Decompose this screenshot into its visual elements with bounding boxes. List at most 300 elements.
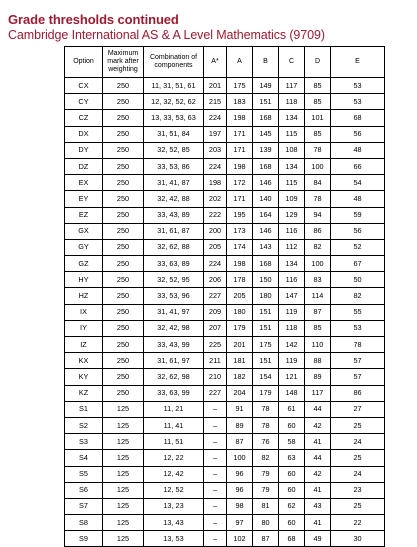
cell-option: CX — [65, 78, 103, 94]
cell-grade-e: 66 — [331, 158, 385, 174]
cell-maximum-mark: 250 — [103, 369, 144, 385]
cell-grade-b: 146 — [253, 223, 279, 239]
cell-combination: 33, 53, 96 — [144, 288, 204, 304]
table-row — [65, 320, 385, 336]
cell-option: EZ — [65, 207, 103, 223]
table-row — [65, 401, 385, 417]
cell-grade-a: 201 — [227, 337, 253, 353]
cell-grade-a-star: 205 — [204, 239, 227, 255]
cell-option: IZ — [65, 337, 103, 353]
cell-combination: 32, 52, 85 — [144, 142, 204, 158]
header-grade-c: C — [279, 47, 305, 78]
cell-grade-a-star: 224 — [204, 158, 227, 174]
cell-combination: 32, 62, 88 — [144, 239, 204, 255]
cell-grade-d: 89 — [305, 369, 331, 385]
cell-grade-c: 115 — [279, 175, 305, 191]
cell-grade-a: 97 — [227, 515, 253, 531]
cell-grade-a: 174 — [227, 239, 253, 255]
document-subtitle: Cambridge International AS & A Level Mathematics (9709) — [8, 28, 325, 42]
cell-grade-a-star: 224 — [204, 110, 227, 126]
table-body — [65, 78, 385, 547]
cell-grade-e: 53 — [331, 320, 385, 336]
cell-option: S6 — [65, 482, 103, 498]
cell-grade-d: 78 — [305, 191, 331, 207]
cell-grade-e: 86 — [331, 385, 385, 401]
cell-maximum-mark: 250 — [103, 239, 144, 255]
cell-grade-a: 102 — [227, 531, 253, 547]
cell-maximum-mark: 250 — [103, 385, 144, 401]
cell-maximum-mark: 250 — [103, 175, 144, 191]
cell-grade-e: 53 — [331, 94, 385, 110]
cell-grade-b: 149 — [253, 78, 279, 94]
cell-option: DZ — [65, 158, 103, 174]
cell-maximum-mark: 125 — [103, 482, 144, 498]
cell-combination: 13, 43 — [144, 515, 204, 531]
table-header-row — [65, 47, 385, 78]
table-row — [65, 417, 385, 433]
cell-option: S5 — [65, 466, 103, 482]
cell-grade-b: 145 — [253, 126, 279, 142]
cell-grade-d: 110 — [305, 337, 331, 353]
cell-grade-a-star: 222 — [204, 207, 227, 223]
cell-grade-a-star: – — [204, 515, 227, 531]
cell-grade-e: 56 — [331, 223, 385, 239]
table-row — [65, 126, 385, 142]
cell-grade-c: 60 — [279, 515, 305, 531]
cell-combination: 31, 51, 84 — [144, 126, 204, 142]
cell-grade-b: 82 — [253, 450, 279, 466]
cell-combination: 31, 61, 87 — [144, 223, 204, 239]
cell-grade-b: 151 — [253, 320, 279, 336]
table-row — [65, 482, 385, 498]
cell-grade-b: 87 — [253, 531, 279, 547]
cell-option: IX — [65, 304, 103, 320]
cell-grade-b: 146 — [253, 175, 279, 191]
cell-grade-a-star: – — [204, 482, 227, 498]
cell-grade-b: 78 — [253, 401, 279, 417]
table-row — [65, 223, 385, 239]
cell-option: HZ — [65, 288, 103, 304]
cell-grade-a-star: 227 — [204, 288, 227, 304]
cell-maximum-mark: 250 — [103, 110, 144, 126]
cell-option: GY — [65, 239, 103, 255]
cell-maximum-mark: 250 — [103, 142, 144, 158]
cell-combination: 31, 41, 97 — [144, 304, 204, 320]
cell-grade-d: 42 — [305, 466, 331, 482]
cell-grade-b: 151 — [253, 94, 279, 110]
cell-grade-a-star: 209 — [204, 304, 227, 320]
cell-combination: 11, 31, 51, 61 — [144, 78, 204, 94]
table-row — [65, 434, 385, 450]
cell-grade-a-star: – — [204, 450, 227, 466]
cell-grade-a: 91 — [227, 401, 253, 417]
cell-grade-d: 84 — [305, 175, 331, 191]
cell-grade-b: 179 — [253, 385, 279, 401]
cell-maximum-mark: 250 — [103, 223, 144, 239]
cell-grade-a-star: – — [204, 434, 227, 450]
cell-option: KZ — [65, 385, 103, 401]
cell-option: GX — [65, 223, 103, 239]
cell-grade-e: 57 — [331, 369, 385, 385]
table-row — [65, 353, 385, 369]
table-row — [65, 158, 385, 174]
header-combination: Combination of components — [144, 47, 204, 78]
cell-grade-d: 117 — [305, 385, 331, 401]
cell-grade-c: 112 — [279, 239, 305, 255]
cell-grade-e: 48 — [331, 142, 385, 158]
cell-grade-a: 96 — [227, 482, 253, 498]
cell-grade-e: 50 — [331, 272, 385, 288]
cell-grade-a: 98 — [227, 498, 253, 514]
cell-grade-a-star: – — [204, 401, 227, 417]
cell-grade-a-star: 224 — [204, 256, 227, 272]
cell-maximum-mark: 250 — [103, 94, 144, 110]
cell-combination: 12, 22 — [144, 450, 204, 466]
cell-option: DX — [65, 126, 103, 142]
cell-maximum-mark: 125 — [103, 531, 144, 547]
table-row — [65, 337, 385, 353]
cell-grade-e: 25 — [331, 417, 385, 433]
cell-combination: 13, 23 — [144, 498, 204, 514]
cell-grade-a: 171 — [227, 126, 253, 142]
cell-grade-d: 43 — [305, 498, 331, 514]
cell-grade-c: 108 — [279, 142, 305, 158]
cell-grade-e: 30 — [331, 531, 385, 547]
cell-maximum-mark: 125 — [103, 434, 144, 450]
cell-grade-a: 181 — [227, 353, 253, 369]
cell-grade-c: 58 — [279, 434, 305, 450]
cell-grade-a-star: 198 — [204, 175, 227, 191]
cell-combination: 33, 63, 89 — [144, 256, 204, 272]
cell-option: EX — [65, 175, 103, 191]
cell-grade-d: 114 — [305, 288, 331, 304]
cell-option: IY — [65, 320, 103, 336]
table-row — [65, 110, 385, 126]
cell-grade-d: 82 — [305, 239, 331, 255]
table-row — [65, 288, 385, 304]
cell-grade-b: 79 — [253, 482, 279, 498]
cell-grade-a-star: 206 — [204, 272, 227, 288]
cell-option: GZ — [65, 256, 103, 272]
cell-combination: 12, 42 — [144, 466, 204, 482]
cell-grade-c: 134 — [279, 256, 305, 272]
cell-maximum-mark: 250 — [103, 288, 144, 304]
cell-maximum-mark: 250 — [103, 126, 144, 142]
cell-grade-b: 151 — [253, 304, 279, 320]
cell-grade-b: 150 — [253, 272, 279, 288]
cell-grade-d: 101 — [305, 110, 331, 126]
cell-grade-b: 175 — [253, 337, 279, 353]
cell-combination: 12, 32, 52, 62 — [144, 94, 204, 110]
cell-maximum-mark: 250 — [103, 207, 144, 223]
cell-grade-c: 117 — [279, 78, 305, 94]
cell-grade-d: 85 — [305, 94, 331, 110]
cell-grade-d: 85 — [305, 78, 331, 94]
cell-combination: 13, 33, 53, 63 — [144, 110, 204, 126]
cell-grade-a: 179 — [227, 320, 253, 336]
cell-grade-e: 56 — [331, 126, 385, 142]
cell-grade-d: 78 — [305, 142, 331, 158]
cell-option: S4 — [65, 450, 103, 466]
cell-grade-a: 198 — [227, 256, 253, 272]
cell-combination: 13, 53 — [144, 531, 204, 547]
cell-combination: 32, 42, 98 — [144, 320, 204, 336]
cell-grade-c: 121 — [279, 369, 305, 385]
cell-grade-a-star: 215 — [204, 94, 227, 110]
cell-grade-c: 118 — [279, 94, 305, 110]
table-row — [65, 142, 385, 158]
cell-grade-a: 183 — [227, 94, 253, 110]
cell-grade-a: 182 — [227, 369, 253, 385]
cell-grade-a: 89 — [227, 417, 253, 433]
header-maximum-mark: Maximum mark after weighting — [103, 47, 144, 78]
header-grade-d: D — [305, 47, 331, 78]
cell-grade-c: 147 — [279, 288, 305, 304]
cell-grade-c: 62 — [279, 498, 305, 514]
table-row — [65, 304, 385, 320]
cell-grade-c: 119 — [279, 304, 305, 320]
cell-grade-e: 24 — [331, 466, 385, 482]
cell-grade-a-star: 202 — [204, 191, 227, 207]
cell-grade-d: 44 — [305, 450, 331, 466]
table-row — [65, 78, 385, 94]
cell-grade-a: 198 — [227, 110, 253, 126]
cell-grade-e: 82 — [331, 288, 385, 304]
cell-grade-a-star: 225 — [204, 337, 227, 353]
cell-grade-a: 96 — [227, 466, 253, 482]
cell-grade-b: 139 — [253, 142, 279, 158]
cell-grade-a: 171 — [227, 191, 253, 207]
cell-grade-a: 195 — [227, 207, 253, 223]
cell-option: KY — [65, 369, 103, 385]
header-grade-e: E — [331, 47, 385, 78]
cell-option: S7 — [65, 498, 103, 514]
cell-grade-d: 44 — [305, 401, 331, 417]
cell-grade-c: 109 — [279, 191, 305, 207]
cell-maximum-mark: 250 — [103, 256, 144, 272]
cell-grade-a: 100 — [227, 450, 253, 466]
cell-option: S3 — [65, 434, 103, 450]
header-grade-a: A — [227, 47, 253, 78]
cell-grade-a-star: – — [204, 498, 227, 514]
cell-combination: 11, 21 — [144, 401, 204, 417]
cell-grade-b: 81 — [253, 498, 279, 514]
cell-maximum-mark: 125 — [103, 401, 144, 417]
cell-maximum-mark: 250 — [103, 337, 144, 353]
cell-option: S9 — [65, 531, 103, 547]
cell-grade-d: 85 — [305, 126, 331, 142]
cell-option: CY — [65, 94, 103, 110]
cell-grade-c: 68 — [279, 531, 305, 547]
cell-grade-e: 22 — [331, 515, 385, 531]
cell-grade-e: 25 — [331, 450, 385, 466]
cell-grade-b: 151 — [253, 353, 279, 369]
cell-combination: 31, 61, 97 — [144, 353, 204, 369]
cell-grade-a-star: – — [204, 466, 227, 482]
cell-grade-b: 78 — [253, 417, 279, 433]
table-row — [65, 272, 385, 288]
cell-combination: 31, 41, 87 — [144, 175, 204, 191]
cell-grade-a: 175 — [227, 78, 253, 94]
cell-grade-d: 41 — [305, 434, 331, 450]
cell-grade-b: 79 — [253, 466, 279, 482]
cell-grade-b: 143 — [253, 239, 279, 255]
cell-grade-c: 60 — [279, 417, 305, 433]
cell-grade-e: 53 — [331, 78, 385, 94]
cell-combination: 33, 53, 86 — [144, 158, 204, 174]
cell-combination: 33, 63, 99 — [144, 385, 204, 401]
table-row — [65, 531, 385, 547]
header-grade-b: B — [253, 47, 279, 78]
cell-maximum-mark: 125 — [103, 466, 144, 482]
header-option: Option — [65, 47, 103, 78]
cell-combination: 32, 52, 95 — [144, 272, 204, 288]
cell-grade-b: 168 — [253, 256, 279, 272]
cell-maximum-mark: 250 — [103, 158, 144, 174]
cell-grade-e: 57 — [331, 353, 385, 369]
header-grade-a-star: A* — [204, 47, 227, 78]
cell-grade-a: 204 — [227, 385, 253, 401]
cell-grade-a-star: 201 — [204, 78, 227, 94]
cell-grade-a-star: – — [204, 531, 227, 547]
table-row — [65, 175, 385, 191]
cell-grade-d: 88 — [305, 353, 331, 369]
cell-option: EY — [65, 191, 103, 207]
cell-grade-b: 180 — [253, 288, 279, 304]
cell-grade-c: 115 — [279, 126, 305, 142]
cell-combination: 32, 42, 88 — [144, 191, 204, 207]
cell-grade-d: 100 — [305, 256, 331, 272]
cell-grade-b: 80 — [253, 515, 279, 531]
cell-grade-c: 148 — [279, 385, 305, 401]
cell-grade-c: 60 — [279, 466, 305, 482]
cell-maximum-mark: 125 — [103, 498, 144, 514]
grade-thresholds-table — [64, 46, 385, 547]
cell-option: HY — [65, 272, 103, 288]
cell-grade-c: 61 — [279, 401, 305, 417]
cell-maximum-mark: 250 — [103, 78, 144, 94]
cell-grade-e: 67 — [331, 256, 385, 272]
table-row — [65, 450, 385, 466]
cell-maximum-mark: 125 — [103, 515, 144, 531]
cell-grade-a: 198 — [227, 158, 253, 174]
cell-grade-e: 52 — [331, 239, 385, 255]
table-row — [65, 385, 385, 401]
cell-combination: 11, 51 — [144, 434, 204, 450]
cell-grade-d: 85 — [305, 320, 331, 336]
cell-grade-b: 76 — [253, 434, 279, 450]
cell-grade-d: 42 — [305, 417, 331, 433]
cell-grade-e: 27 — [331, 401, 385, 417]
cell-grade-d: 94 — [305, 207, 331, 223]
table-row — [65, 191, 385, 207]
cell-grade-a: 173 — [227, 223, 253, 239]
cell-grade-b: 140 — [253, 191, 279, 207]
cell-grade-a-star: 207 — [204, 320, 227, 336]
cell-grade-a: 178 — [227, 272, 253, 288]
table-row — [65, 207, 385, 223]
cell-grade-d: 100 — [305, 158, 331, 174]
cell-combination: 11, 41 — [144, 417, 204, 433]
cell-grade-c: 134 — [279, 158, 305, 174]
cell-grade-e: 59 — [331, 207, 385, 223]
cell-grade-a: 205 — [227, 288, 253, 304]
cell-combination: 12, 52 — [144, 482, 204, 498]
cell-grade-a-star: – — [204, 417, 227, 433]
table-row — [65, 466, 385, 482]
cell-grade-b: 154 — [253, 369, 279, 385]
cell-grade-c: 134 — [279, 110, 305, 126]
cell-option: KX — [65, 353, 103, 369]
cell-option: S2 — [65, 417, 103, 433]
cell-grade-a: 87 — [227, 434, 253, 450]
cell-grade-a: 180 — [227, 304, 253, 320]
cell-grade-d: 41 — [305, 515, 331, 531]
cell-grade-d: 86 — [305, 223, 331, 239]
table-row — [65, 94, 385, 110]
cell-option: CZ — [65, 110, 103, 126]
cell-combination: 33, 43, 99 — [144, 337, 204, 353]
cell-maximum-mark: 250 — [103, 191, 144, 207]
cell-grade-e: 54 — [331, 175, 385, 191]
cell-grade-d: 41 — [305, 482, 331, 498]
table-row — [65, 369, 385, 385]
cell-option: DY — [65, 142, 103, 158]
cell-grade-c: 118 — [279, 320, 305, 336]
cell-combination: 32, 62, 98 — [144, 369, 204, 385]
cell-grade-c: 119 — [279, 353, 305, 369]
cell-maximum-mark: 125 — [103, 417, 144, 433]
cell-grade-b: 164 — [253, 207, 279, 223]
cell-maximum-mark: 125 — [103, 450, 144, 466]
cell-maximum-mark: 250 — [103, 272, 144, 288]
table-row — [65, 515, 385, 531]
cell-grade-d: 49 — [305, 531, 331, 547]
cell-grade-a-star: 227 — [204, 385, 227, 401]
cell-grade-d: 87 — [305, 304, 331, 320]
cell-grade-e: 23 — [331, 482, 385, 498]
cell-grade-a: 172 — [227, 175, 253, 191]
table-row — [65, 498, 385, 514]
cell-option: S1 — [65, 401, 103, 417]
cell-grade-a-star: 210 — [204, 369, 227, 385]
cell-option: S8 — [65, 515, 103, 531]
cell-grade-b: 168 — [253, 158, 279, 174]
cell-maximum-mark: 250 — [103, 304, 144, 320]
cell-grade-a-star: 197 — [204, 126, 227, 142]
document-title: Grade thresholds continued — [8, 12, 179, 27]
cell-grade-b: 168 — [253, 110, 279, 126]
cell-maximum-mark: 250 — [103, 353, 144, 369]
cell-grade-e: 24 — [331, 434, 385, 450]
cell-grade-e: 55 — [331, 304, 385, 320]
cell-grade-d: 83 — [305, 272, 331, 288]
cell-grade-a-star: 211 — [204, 353, 227, 369]
cell-maximum-mark: 250 — [103, 320, 144, 336]
cell-grade-e: 48 — [331, 191, 385, 207]
cell-grade-e: 25 — [331, 498, 385, 514]
cell-combination: 33, 43, 89 — [144, 207, 204, 223]
cell-grade-e: 68 — [331, 110, 385, 126]
cell-grade-c: 60 — [279, 482, 305, 498]
cell-grade-a: 171 — [227, 142, 253, 158]
cell-grade-a-star: 200 — [204, 223, 227, 239]
cell-grade-c: 116 — [279, 223, 305, 239]
cell-grade-e: 78 — [331, 337, 385, 353]
cell-grade-c: 63 — [279, 450, 305, 466]
cell-grade-c: 142 — [279, 337, 305, 353]
table-row — [65, 256, 385, 272]
